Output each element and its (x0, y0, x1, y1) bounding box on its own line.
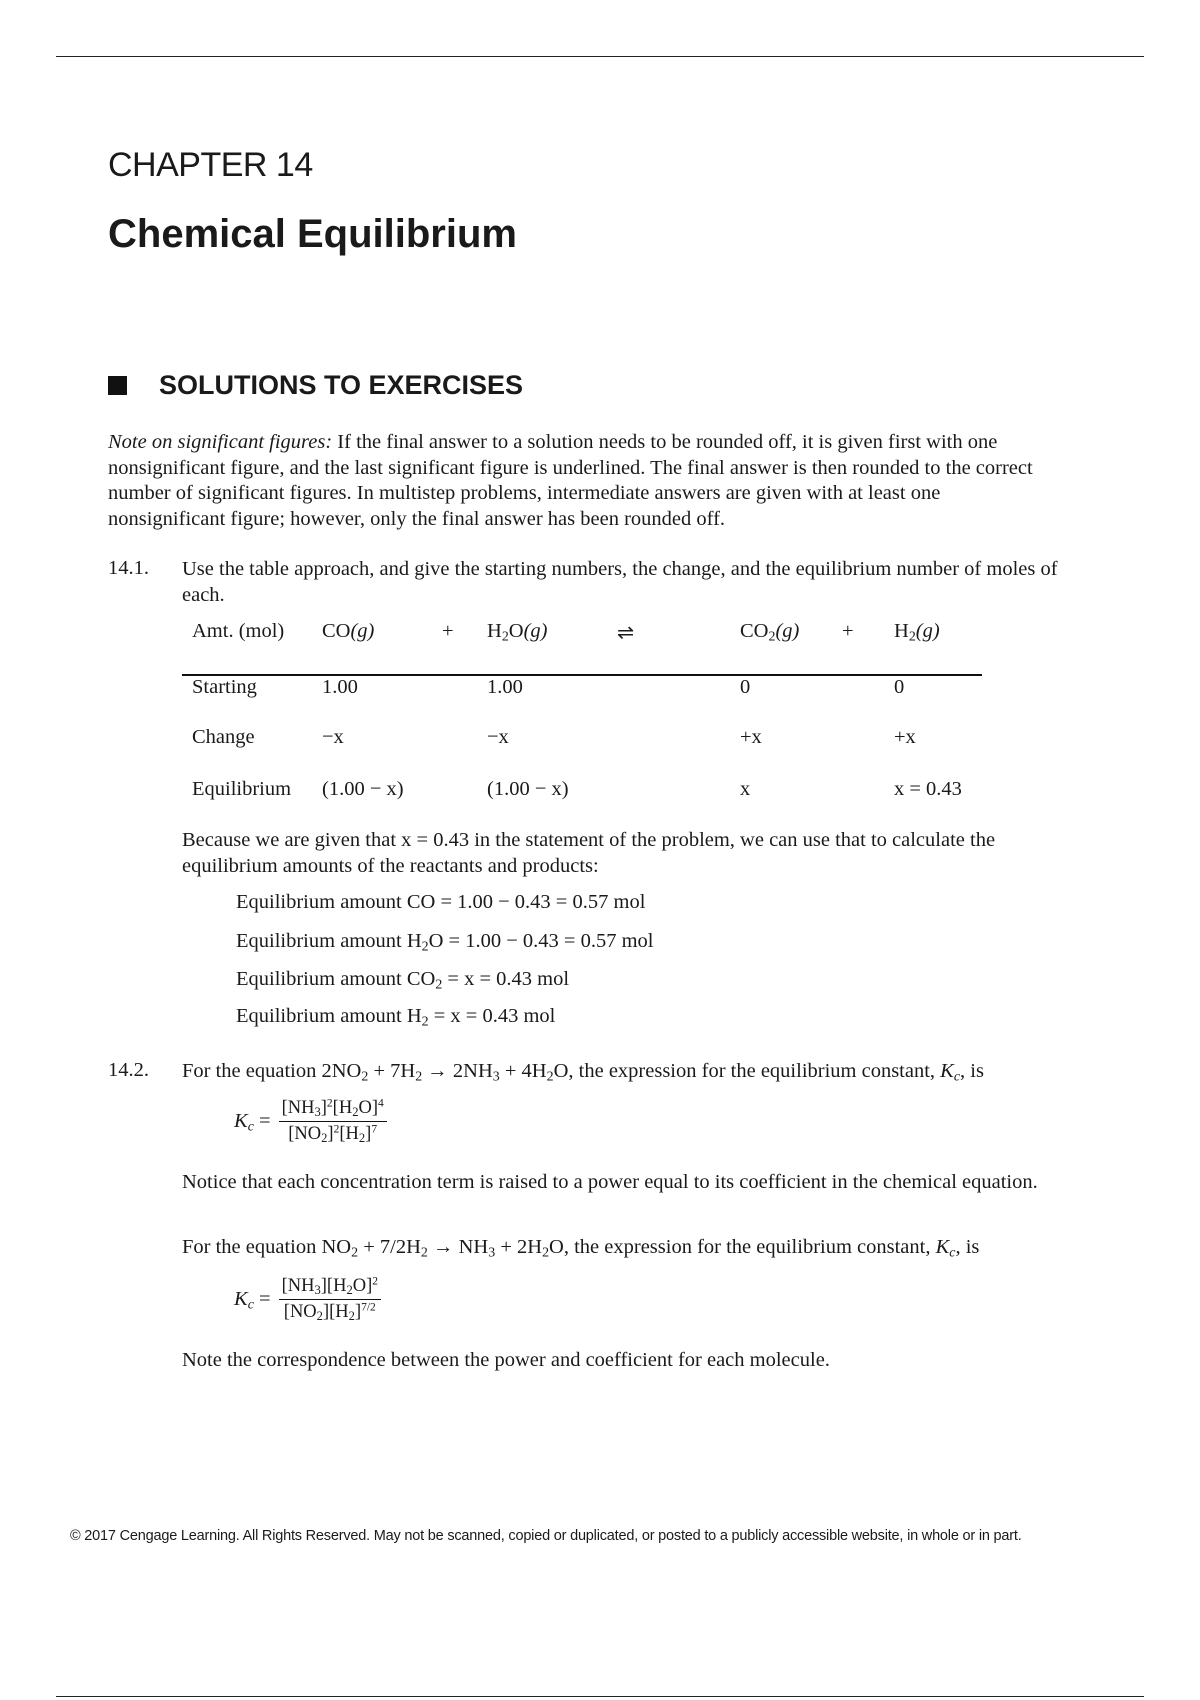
cell-h2: 0 (894, 676, 905, 698)
exercise-14-1-explanation: Because we are given that x = 0.43 in the statement of the problem, we can use that to calculate the equilibrium amounts of the reactants and products: (182, 829, 996, 877)
header-h2: $H_2(g)$ (894, 620, 940, 645)
top-rule (56, 56, 1144, 57)
equilibrium-arrow: ⇌ (617, 622, 635, 644)
section-heading (108, 370, 523, 401)
header-co: CO(g) (322, 620, 375, 642)
equilibrium-amount-co: Equilibrium amount CO = 1.00 − 0.43 = 0.57 mol (236, 891, 646, 913)
cell-h2o: −x (487, 726, 509, 748)
header-plus-2: + (842, 620, 854, 642)
cell-co2: 0 (740, 676, 751, 698)
table-header-label: Amt. (mol) (192, 620, 285, 642)
exercise-14-2-notice: Notice that each concentration term is raised to a power equal to its coefficient in the chemical equation. (182, 1171, 1038, 1193)
cell-co: −x (322, 726, 344, 748)
significant-figures-note (108, 430, 1048, 532)
header-plus-1: + (442, 620, 454, 642)
equilibrium-amount-co2: Equilibrium amount $CO_2 = x = 0.43$ mol (236, 968, 570, 993)
note-lead: Note on significant figures: (108, 431, 333, 453)
exercise-number-14-2: 14.2. (108, 1059, 149, 1081)
header-h2o: $H_2O(g)$ (487, 620, 548, 645)
chapter-title: Chemical Equilibrium (108, 212, 517, 256)
header-co2: $CO_2(g)$ (740, 620, 800, 645)
cell-h2o: 1.00 (487, 676, 523, 698)
exercise-number-14-1: 14.1. (108, 557, 149, 579)
square-bullet-icon (108, 376, 127, 395)
cell-co: (1.00 − x) (322, 778, 404, 800)
row-label: Change (192, 726, 255, 748)
chapter-label: CHAPTER 14 (108, 146, 313, 184)
bottom-rule (56, 1696, 1144, 1697)
note-text: If the final answer to a solution needs to be rounded off, it is given first with one nonsignificant figure, and the last significant figure is underlined. The final answer is then rounded to the correct number of significant figures. In multistep problems, intermediate answers are given with at least one nonsignificant figure; however, only the final answer has been rounded off. (108, 431, 1033, 530)
exercise-14-2-equation-1: For the equation $2NO_2 + 7H_2 \to 2NH_3 + 4H_2O$, the expression for the equilibrium constant, $K_c$, is (182, 1060, 984, 1085)
cell-h2: +x (894, 726, 916, 748)
exercise-14-2-closing: Note the correspondence between the power and coefficient for each molecule. (182, 1349, 830, 1371)
row-label: Starting (192, 676, 257, 698)
cell-co2: x (740, 778, 751, 800)
kc-expression-2: $K_c$ = $\frac{[NH_3][H_2O]^2}{[NO_2][H_2]^{7/2}}$ (234, 1276, 381, 1323)
kc-expression-1: $K_c$ = $\frac{[NH_3]^2[H_2O]^4}{[NO_2]^2[H_2]^7}$ (234, 1098, 387, 1145)
row-label: Equilibrium (192, 778, 292, 800)
equilibrium-amount-h2: Equilibrium amount $H_2 = x = 0.43$ mol (236, 1005, 556, 1030)
exercise-14-1-intro: Use the table approach, and give the starting numbers, the change, and the equilibrium number of moles of each. (182, 558, 1058, 606)
cell-h2o: (1.00 − x) (487, 778, 569, 800)
table-divider (182, 674, 982, 676)
cell-co: 1.00 (322, 676, 358, 698)
equilibrium-amount-h2o: Equilibrium amount $H_2O = 1.00 - 0.43 = 0.57$ mol (236, 930, 654, 955)
exercise-14-2-equation-2: For the equation $NO_2 + 7/2H_2 \to NH_3 + 2H_2O$, the expression for the equilibrium constant, $K_c$, is (182, 1236, 980, 1261)
section-title: SOLUTIONS TO EXERCISES (159, 370, 524, 400)
copyright-footer: © 2017 Cengage Learning. All Rights Reserved. May not be scanned, copied or duplicated, or posted to a publicly accessible website, in whole or in part. (70, 1528, 1022, 1544)
cell-h2: x = 0.43 (894, 778, 962, 800)
cell-co2: +x (740, 726, 762, 748)
